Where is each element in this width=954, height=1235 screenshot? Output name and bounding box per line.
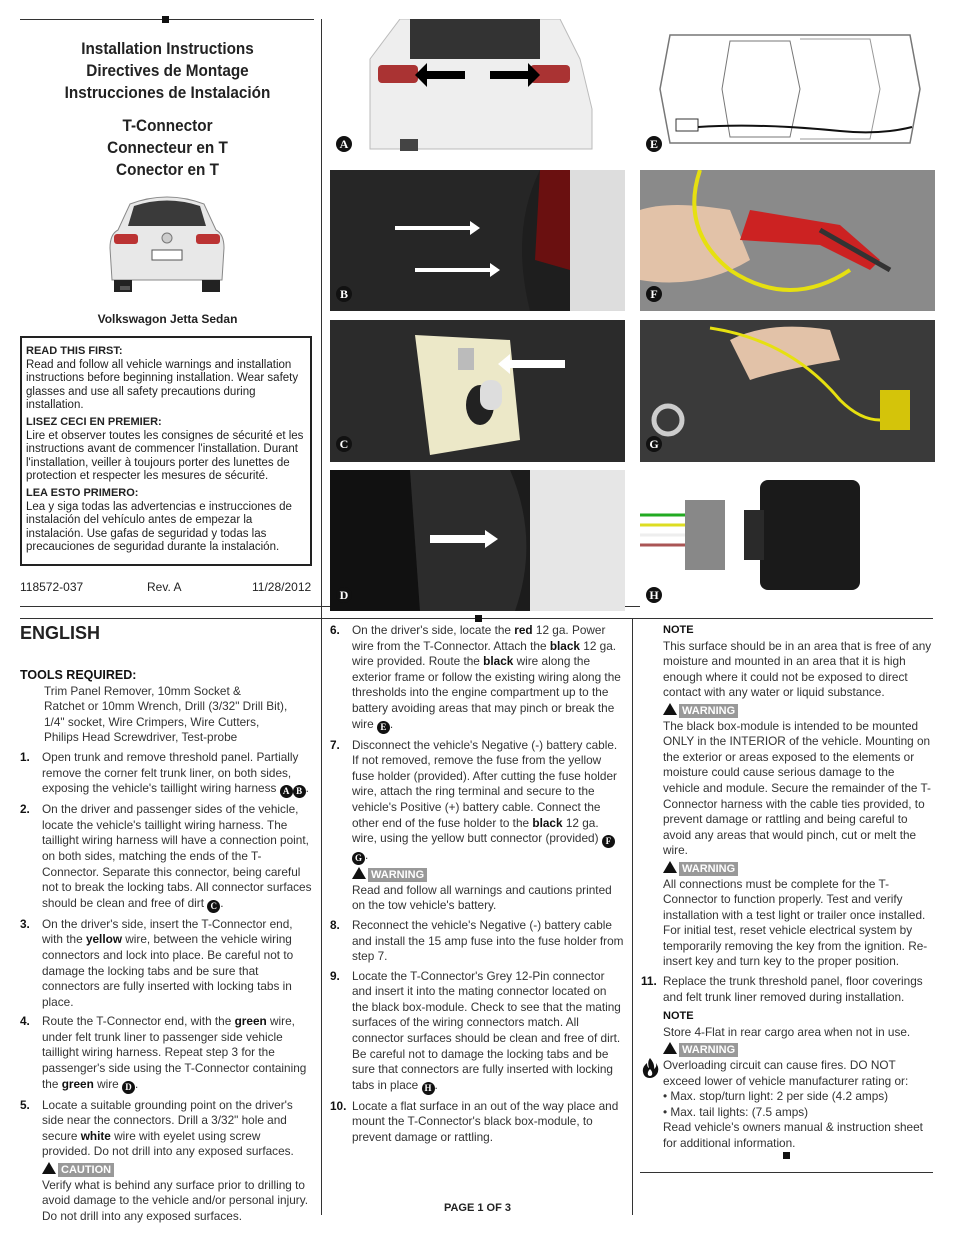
caution-text: Verify what is behind any surface prior to drilling to avoid damage to the vehicle and/or personal injury. Do not drill into any exposed surfaces.: [42, 1177, 309, 1223]
step-5: 5. Locate a suitable grounding point on the driver's side near the connectors. Drill a 3/32" hole and secure white wire with eyelet using screw provided. Do not drill into any exposed surfaces. CAUTION Verify what is behind any surface prior to drilling to avoid damage to the vehicle and/or personal injury. Do not drill into any exposed surfaces.: [20, 1098, 312, 1225]
bullet-item: • Max. stop/turn light: 2 per side (4.2 amps): [663, 1089, 889, 1104]
figure-e-diagram: [640, 19, 935, 161]
step-7: 7. Disconnect the vehicle's Negative (-) battery cable. If not removed, remove the fuse from the yellow fuse holder (provided). After cutting the fuse holder wire, attach the ring terminal and secure to the vehicle's Positive (+) battery cable. Connect the other end of the fuse holder to the black 12 ga. wire, using the yellow butt connector (provided) FG . WARNING Read and follow all warnings and cautions printed on the tow vehicle's battery.: [330, 738, 625, 914]
warning-label: WARNING: [679, 862, 738, 876]
steps-column-3: [641, 623, 933, 1152]
read-first-heading-es: LEA ESTO PRIMERO:: [26, 486, 139, 499]
step-9: 9. Locate the T-Connector's Grey 12-Pin connector and insert it into the mating connector located on the black box-module. Check to see that the mating surfaces of the wiring connectors match. All connector surfaces should be clean and free of dirt. Be careful not to damage the locking tabs and be sure that connectors are fully inserted with locking tabs in place H .: [330, 968, 621, 1093]
warning-label: WARNING: [679, 704, 738, 718]
note-text: Store 4-Flat in rear cargo area when not in use.: [663, 1024, 911, 1039]
read-first-heading-en: READ THIS FIRST:: [26, 345, 123, 357]
rule-marker: [475, 615, 482, 622]
rule-marker: [162, 16, 169, 23]
bullet-item: • Max. tail lights: (7.5 amps): [663, 1104, 809, 1119]
figure-label-g: G: [646, 436, 662, 452]
warning-triangle-icon: [663, 861, 677, 873]
page-number: PAGE 1 OF 3: [443, 1202, 512, 1214]
fire-icon: [641, 1057, 659, 1079]
step-1: 1. Open trunk and remove threshold panel. Partially remove the corner felt trunk liner, on both sides, exposing the vehicle's taillight wiring harness A B .: [20, 749, 309, 797]
figure-label-h: H: [646, 587, 662, 603]
steps-column-2: [330, 623, 625, 1150]
step-3: 3. On the driver's side, insert the T-Connector end, with the yellow wire, between the vehicle wiring connectors and lock into place. Be careful not to damage the locking tabs and be sure that connectors are fully inserted with locking tabs in place.: [20, 916, 294, 1009]
date: 11/28/2012: [252, 580, 312, 594]
figure-a-photo: [330, 19, 625, 161]
tools-section: [20, 668, 312, 1228]
step-2: 2. On the driver and passenger sides of the vehicle, locate the vehicle's taillight wiring harness. The taillight wiring harness will have a connection point, on both sides, matching the ends of the T-Connector. Separate this connector, being careful not to break the locking tabs. All connector surfaces should be clean and free of dirt C .: [20, 802, 312, 911]
column-divider-1: [321, 19, 322, 1215]
revision: Rev. A: [147, 580, 182, 594]
read-first-text-en: Read and follow all vehicle warnings and installation instructions before beginning installation. Wear safety glasses and use all safety precautions during installation.: [26, 358, 299, 412]
figure-h-photo: [640, 470, 935, 611]
vehicle-caption: Volkswagon Jetta Sedan: [97, 312, 238, 326]
warning-label: WARNING: [679, 1043, 738, 1057]
figure-b-photo: [330, 170, 625, 311]
read-first-heading-fr: LISEZ CECI EN PREMIER:: [26, 415, 162, 428]
title-block: [20, 38, 315, 104]
warning-triangle-icon: [663, 703, 677, 715]
step-8: 8. Reconnect the vehicle's Negative (-) battery cable and install the 15 amp fuse into the fuse holder from step 7.: [330, 917, 624, 964]
subtitle-es: Conector en T: [116, 160, 219, 179]
warning-text: The black box-module is intended to be mounted ONLY in the INTERIOR of the vehicle. Mounting on the exterior or areas exposed to the elements or moisture could cause serious damage to the vehicle and module. Secure the remainder of the T-Connector harness with the cable ties provided, to prevent damage or rattling and being careful to avoid any areas that would pinch, cut or melt the wire.: [663, 718, 931, 858]
tools-line: Ratchet or 10mm Wrench, Drill (3/32" Drill Bit),: [44, 699, 288, 714]
warning-text: All connections must be complete for the T-Connector to function properly. Test and verify installation with a test light or trailer once installed. For initial test, reset vehicle electrical system by temporarily removing the key from the ignition. Re-insert key and turn key to the proper position.: [663, 876, 928, 969]
read-first-text-es: Lea y siga todas las advertencias e instrucciones de instalación del vehículo antes de empezar la instalación. Use gafas de seguridad y todas las precauciones de seguridad durante la instalación.: [26, 500, 292, 554]
warning-triangle-icon: [42, 1162, 56, 1174]
subtitle-block: [20, 115, 315, 181]
warning-label: WARNING: [368, 868, 427, 882]
tools-line: Trim Panel Remover, 10mm Socket &: [44, 683, 241, 698]
vehicle-illustration: [106, 190, 228, 300]
figure-c-photo: [330, 320, 625, 462]
warning-triangle-icon: [663, 1042, 677, 1054]
column-divider-2: [632, 618, 633, 1215]
note-label: NOTE: [663, 624, 694, 636]
step-10: 10. Locate a flat surface in an out of the way place and mount the T-Connector's black box-module, to prevent damage or rattling.: [330, 1098, 619, 1145]
figure-label-c: C: [336, 436, 352, 452]
part-number: 118572-037: [20, 580, 84, 594]
title-en: Installation Instructions: [81, 39, 254, 58]
tools-heading: TOOLS REQUIRED:: [20, 668, 137, 682]
subtitle-fr: Connecteur en T: [107, 138, 228, 157]
subtitle-en: T-Connector: [122, 116, 213, 135]
warning-text: Read and follow all warnings and cautions printed on the tow vehicle's battery.: [352, 882, 612, 913]
note-label: NOTE: [663, 1010, 694, 1023]
step-6: 6. On the driver's side, locate the red 12 ga. Power wire from the T-Connector. Attach the black 12 ga. wire provided. Route the black wire along the exterior frame or follow the existing wiring along the thresholds into the engine compartment up to the battery avoiding areas that may pinch or break the wire E .: [330, 623, 621, 732]
step-11: 11. Replace the trunk threshold panel, floor coverings and felt trunk liner removed during installation.: [641, 974, 923, 1004]
figure-label-f: F: [646, 286, 662, 302]
warning-text: Overloading circuit can cause fires. DO NOT exceed lower of vehicle manufacturer rating or:: [663, 1058, 909, 1088]
figure-label-b: B: [336, 286, 352, 302]
figure-f-photo: [640, 170, 935, 311]
figure-label-d: D: [336, 587, 352, 603]
language-heading: ENGLISH: [20, 623, 101, 643]
step-4: 4. Route the T-Connector end, with the green wire, under felt trunk liner to passenger side vehicle taillight wiring harness. Repeat step 3 for the passenger's side using the T-Connector containing the green wire D .: [20, 1014, 307, 1092]
note-text: This surface should be in an area that is free of any moisture and mounted in an area that it is high enough where it could not be exposed to direct contact with any water or liquid substance.: [663, 638, 932, 700]
bottom-rule-right: [640, 1172, 933, 1173]
figure-g-photo: [640, 320, 935, 462]
tools-line: 1/4" socket, Wire Crimpers, Wire Cutters,: [44, 714, 260, 729]
figure-label-e: E: [646, 136, 662, 152]
warning-text: Read vehicle's owners manual & instruction sheet for additional information.: [663, 1120, 923, 1150]
caution-label: CAUTION: [58, 1163, 114, 1177]
figure-d-photo: [330, 470, 625, 611]
title-fr: Directives de Montage: [86, 61, 249, 80]
title-es: Instrucciones de Instalación: [64, 83, 271, 102]
read-first-text-fr: Lire et observer toutes les consignes de sécurité et les instructions avant de commencer l'installation. Durant l'installation, veiller à toujours porter des lunettes de protection et respecter les mesures de sécurité.: [26, 429, 304, 483]
figure-label-a: A: [336, 136, 352, 152]
read-first-box: [20, 336, 312, 566]
warning-triangle-icon: [352, 867, 366, 879]
tools-line: Philips Head Screwdriver, Test-probe: [44, 730, 238, 745]
rule-marker: [783, 1152, 790, 1159]
